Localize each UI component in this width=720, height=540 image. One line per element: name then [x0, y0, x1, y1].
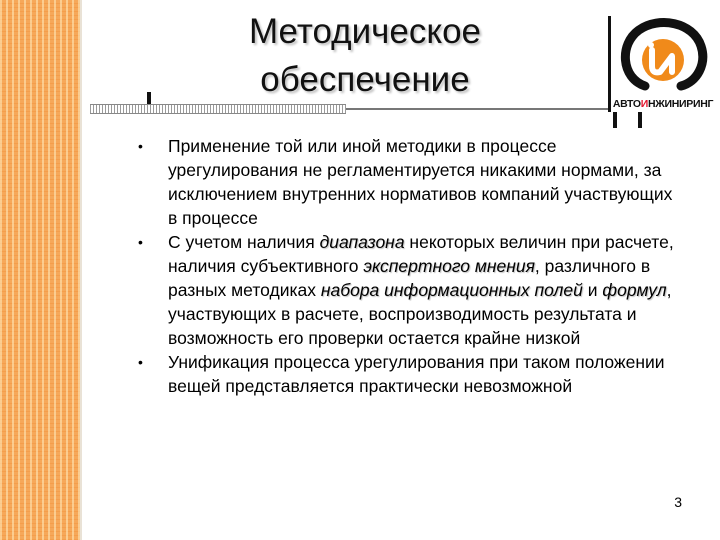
page-number: 3: [674, 494, 682, 510]
bullet-text: , участвующих в расчете, воспроизводимость результата и возможность его проверки остается крайне низкой: [168, 280, 672, 348]
company-name: [611, 98, 715, 110]
title-rule-line: [346, 108, 608, 110]
bullet-marker: •: [138, 234, 143, 250]
title-rule-pattern: [90, 104, 346, 114]
bullet-item: [138, 230, 678, 350]
bullet-list: [138, 134, 678, 398]
company-name-suffix: НЖИНИРИНГ: [648, 98, 714, 110]
emphasized-text: формул: [602, 280, 667, 300]
decorative-tick: [613, 110, 617, 128]
bullet-marker: •: [138, 138, 143, 154]
company-name-accent: И: [640, 98, 648, 110]
bullet-marker: •: [138, 354, 143, 370]
bullet-text: и: [582, 280, 603, 300]
emphasized-text: экспертного мнения: [363, 256, 535, 276]
company-logo: [608, 16, 712, 112]
bullet-text: Применение той или иной методики в процессе урегулирования не регламентируется никакими нормами, за исключением внутренних нормативов компаний участвующих в процессе: [168, 136, 673, 228]
bullet-text: С учетом наличия: [168, 232, 320, 252]
slide-title-line1: Методическое: [249, 12, 481, 51]
bullet-text: , различного в разных методиках: [168, 256, 651, 300]
bullet-item: [138, 134, 678, 230]
bullet-text: некоторых величин при расчете, наличия субъективного: [168, 232, 674, 276]
slide-title-line2: обеспечение: [260, 60, 470, 99]
company-logo-icon: [615, 16, 711, 98]
bullet-text: Унификация процесса урегулирования при таком положении вещей представляется практически невозможной: [168, 352, 665, 396]
strip-edge: [80, 0, 82, 540]
decorative-left-strip: [0, 0, 80, 540]
company-name-prefix: АВТО: [612, 98, 641, 110]
emphasized-text: набора информационных полей: [320, 280, 583, 300]
emphasized-text: диапазона: [319, 232, 405, 252]
bullet-item: [138, 350, 678, 398]
slide-title: [180, 8, 550, 104]
decorative-tick: [638, 110, 642, 128]
